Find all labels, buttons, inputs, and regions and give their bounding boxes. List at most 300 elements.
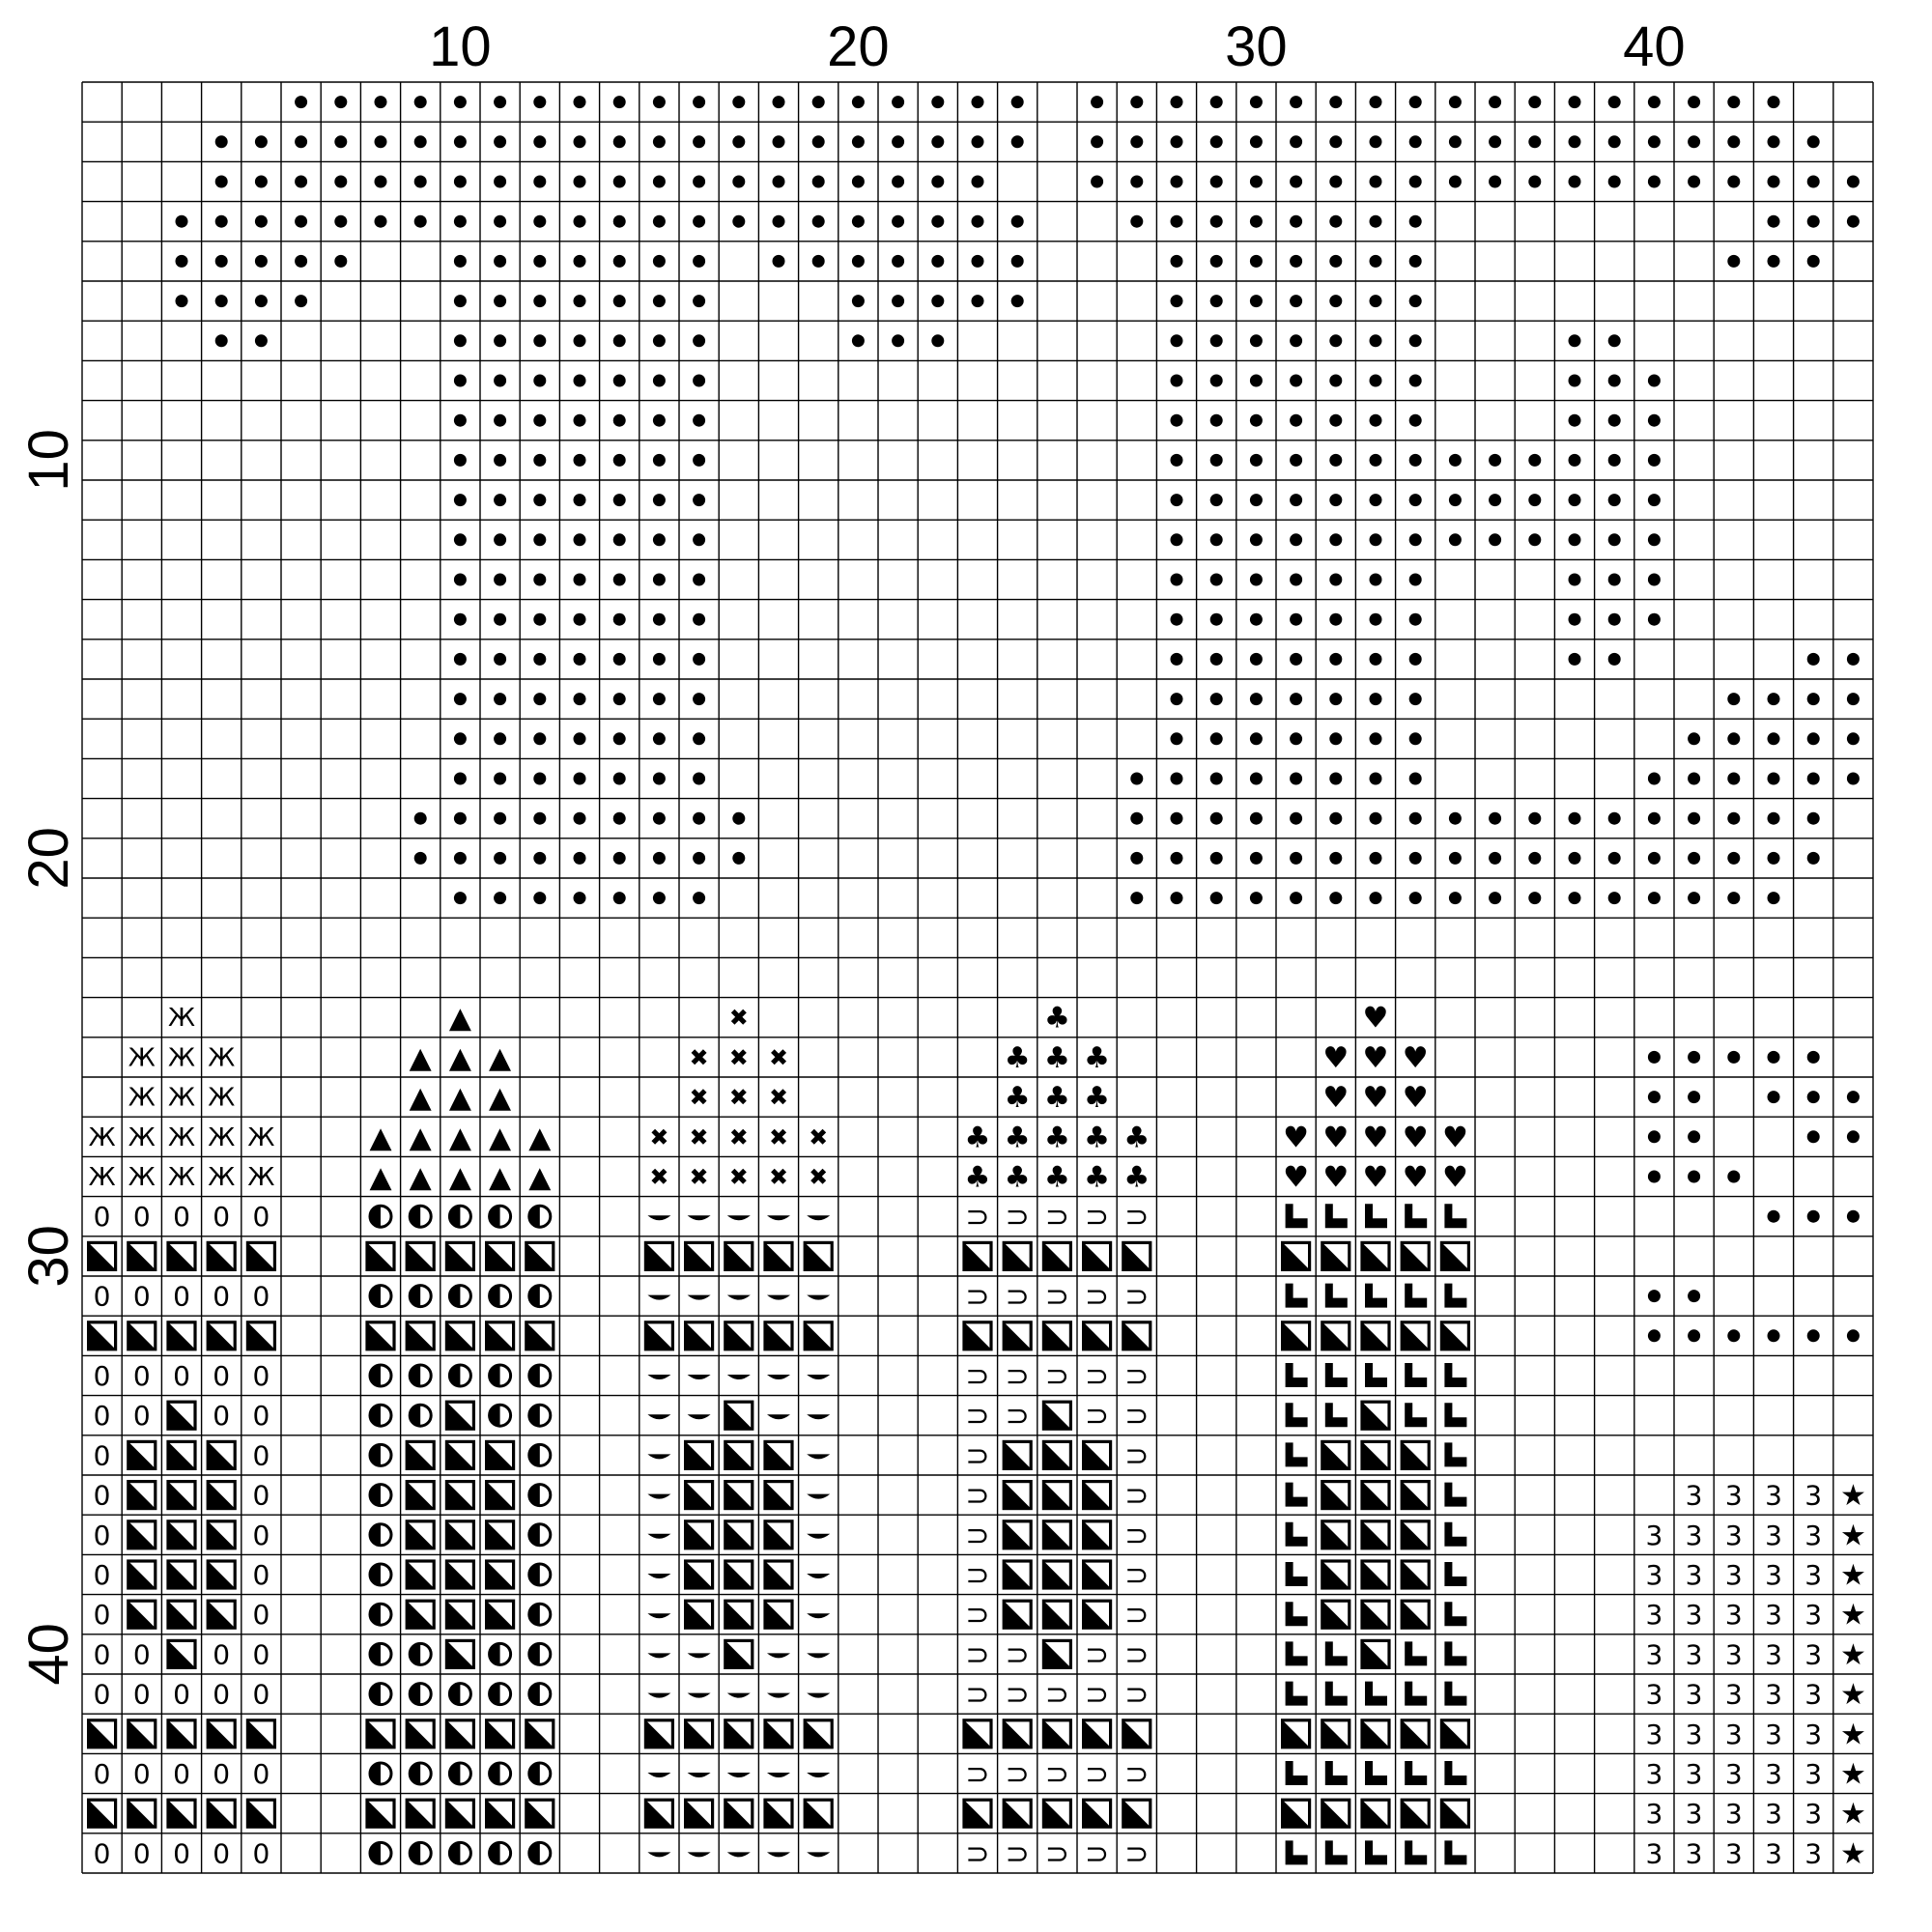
dot-symbol — [1569, 96, 1581, 108]
superset-symbol: ⊃ — [1124, 1359, 1150, 1394]
diagonal-square-symbol — [1362, 1720, 1389, 1747]
diagonal-square-symbol — [686, 1441, 713, 1468]
dot-symbol — [1290, 414, 1302, 427]
star-symbol: ★ — [1839, 1836, 1866, 1871]
three-symbol: 3 — [1645, 1559, 1663, 1591]
caron-symbol — [688, 1693, 711, 1698]
diagonal-square-symbol — [1362, 1402, 1389, 1429]
dot-symbol — [454, 334, 467, 347]
cross-symbol: ✖ — [728, 1123, 749, 1151]
dot-symbol — [773, 215, 785, 228]
dot-symbol — [1210, 653, 1223, 666]
diagonal-square-symbol — [407, 1521, 434, 1548]
dot-symbol — [931, 135, 944, 148]
diagonal-square-symbol — [1043, 1402, 1070, 1429]
dot-symbol — [334, 176, 347, 188]
zero-symbol: 0 — [252, 1201, 270, 1234]
dot-symbol — [931, 295, 944, 307]
club-symbol: ♣ — [1084, 1040, 1111, 1075]
caron-symbol — [807, 1693, 830, 1698]
dot-symbol — [1409, 414, 1422, 427]
superset-symbol: ⊃ — [965, 1558, 990, 1593]
half-circle-symbol — [449, 1206, 470, 1227]
dot-symbol — [1528, 135, 1541, 148]
superset-symbol: ⊃ — [1044, 1200, 1069, 1235]
dot-symbol — [255, 255, 268, 268]
dot-symbol — [1091, 96, 1103, 108]
diagonal-square-symbol — [128, 1322, 156, 1350]
diagonal-square-symbol — [1043, 1521, 1070, 1548]
l-block-symbol — [1286, 1602, 1308, 1626]
dot-symbol — [1608, 96, 1621, 108]
dot-symbol — [1569, 454, 1581, 467]
dot-symbol — [1329, 693, 1342, 705]
diagonal-square-symbol — [686, 1521, 713, 1548]
half-circle-symbol — [370, 1206, 391, 1227]
dot-symbol — [1171, 852, 1183, 865]
dot-symbol — [1688, 96, 1700, 108]
superset-symbol: ⊃ — [1085, 1678, 1110, 1713]
zero-symbol: 0 — [132, 1201, 151, 1234]
superset-symbol: ⊃ — [1124, 1757, 1150, 1792]
dot-symbol — [1569, 334, 1581, 347]
superset-symbol: ⊃ — [1124, 1519, 1150, 1553]
diagonal-square-symbol — [446, 1242, 473, 1269]
diagonal-square-symbol — [686, 1800, 713, 1827]
zero-symbol: 0 — [252, 1599, 270, 1632]
dot-symbol — [653, 255, 666, 268]
dot-symbol — [1648, 1091, 1661, 1103]
dot-symbol — [613, 176, 626, 188]
caron-symbol — [767, 1414, 790, 1419]
half-circle-symbol — [529, 1604, 551, 1625]
dot-symbol — [1370, 732, 1382, 745]
dot-symbol — [215, 176, 228, 188]
dot-symbol — [852, 255, 865, 268]
zero-symbol: 0 — [252, 1479, 270, 1512]
dot-symbol — [852, 295, 865, 307]
dot-symbol — [1807, 852, 1820, 865]
half-circle-symbol — [490, 1286, 511, 1307]
dot-symbol — [1528, 892, 1541, 904]
heart-symbol: ♥ — [1322, 1160, 1350, 1195]
dot-symbol — [693, 653, 705, 666]
diagonal-square-symbol — [128, 1800, 156, 1827]
l-block-symbol — [1405, 1403, 1427, 1427]
dot-symbol — [1210, 693, 1223, 705]
diagonal-square-symbol — [1441, 1800, 1468, 1827]
zero-symbol: 0 — [213, 1758, 231, 1790]
zero-symbol: 0 — [93, 1559, 111, 1591]
l-block-symbol — [1325, 1204, 1348, 1228]
dot-symbol — [454, 215, 467, 228]
caron-symbol — [767, 1295, 790, 1300]
dot-symbol — [574, 96, 586, 108]
diagonal-square-symbol — [725, 1242, 753, 1269]
dot-symbol — [653, 574, 666, 586]
diagonal-square-symbol — [1362, 1561, 1389, 1588]
caron-symbol — [767, 1693, 790, 1698]
caron-symbol — [647, 1454, 670, 1459]
dot-symbol — [1847, 1329, 1860, 1342]
diagonal-square-symbol — [1123, 1800, 1151, 1827]
dot-symbol — [1409, 375, 1422, 387]
diagonal-square-symbol — [805, 1800, 832, 1827]
dot-symbol — [1449, 533, 1462, 546]
superset-symbol: ⊃ — [1124, 1438, 1150, 1473]
dot-symbol — [1727, 1329, 1740, 1342]
dot-symbol — [1409, 693, 1422, 705]
diagonal-square-symbol — [407, 1601, 434, 1628]
dot-symbol — [574, 414, 586, 427]
dot-symbol — [613, 494, 626, 506]
dot-symbol — [653, 852, 666, 865]
dot-symbol — [1688, 176, 1700, 188]
dot-symbol — [892, 334, 904, 347]
dot-symbol — [693, 533, 705, 546]
l-block-symbol — [1365, 1204, 1387, 1228]
dot-symbol — [852, 135, 865, 148]
diagonal-square-symbol — [208, 1441, 235, 1468]
diagonal-square-symbol — [168, 1521, 195, 1548]
dot-symbol — [1171, 375, 1183, 387]
l-block-symbol — [1405, 1641, 1427, 1665]
triangle-symbol: ▲ — [448, 1121, 471, 1155]
half-circle-symbol — [490, 1206, 511, 1227]
dot-symbol — [1329, 812, 1342, 825]
dot-symbol — [1847, 732, 1860, 745]
dot-symbol — [1807, 255, 1820, 268]
caron-symbol — [647, 1613, 670, 1618]
half-circle-symbol — [449, 1286, 470, 1307]
three-symbol: 3 — [1645, 1678, 1663, 1711]
dot-symbol — [334, 215, 347, 228]
diagonal-square-symbol — [686, 1242, 713, 1269]
diagonal-square-symbol — [407, 1482, 434, 1509]
dot-symbol — [1409, 96, 1422, 108]
dot-symbol — [1768, 135, 1780, 148]
dot-symbol — [414, 135, 427, 148]
dot-symbol — [613, 693, 626, 705]
dot-symbol — [334, 135, 347, 148]
triangle-symbol: ▲ — [409, 1160, 432, 1195]
diagonal-square-symbol — [645, 1322, 672, 1350]
diagonal-square-symbol — [1043, 1482, 1070, 1509]
club-symbol: ♣ — [1004, 1081, 1031, 1116]
diagonal-square-symbol — [1004, 1242, 1031, 1269]
dot-symbol — [812, 135, 825, 148]
diagonal-square-symbol — [168, 1402, 195, 1429]
club-symbol: ♣ — [1043, 1081, 1070, 1116]
dot-symbol — [1290, 653, 1302, 666]
dot-symbol — [533, 812, 546, 825]
half-circle-symbol — [410, 1842, 431, 1863]
three-symbol: 3 — [1804, 1758, 1823, 1790]
caron-symbol — [647, 1852, 670, 1857]
club-symbol: ♣ — [1043, 1001, 1070, 1036]
dot-symbol — [574, 732, 586, 745]
zero-symbol: 0 — [132, 1400, 151, 1433]
dot-symbol — [1648, 1290, 1661, 1302]
dot-symbol — [1210, 574, 1223, 586]
zhe-symbol: Ж — [208, 1163, 236, 1192]
diagonal-square-symbol — [964, 1242, 991, 1269]
dot-symbol — [255, 135, 268, 148]
dot-symbol — [414, 96, 427, 108]
dot-symbol — [1409, 732, 1422, 745]
superset-symbol: ⊃ — [1044, 1836, 1069, 1871]
dot-symbol — [693, 693, 705, 705]
column-number-label: 10 — [429, 15, 492, 78]
dot-symbol — [1528, 176, 1541, 188]
dot-symbol — [653, 414, 666, 427]
l-block-symbol — [1405, 1682, 1427, 1706]
dot-symbol — [693, 494, 705, 506]
zero-symbol: 0 — [252, 1400, 270, 1433]
dot-symbol — [1847, 773, 1860, 785]
l-block-symbol — [1405, 1204, 1427, 1228]
diagonal-square-symbol — [1084, 1322, 1111, 1350]
heart-symbol: ♥ — [1283, 1121, 1310, 1155]
diagonal-square-symbol — [1004, 1800, 1031, 1827]
diagonal-square-symbol — [1402, 1242, 1429, 1269]
dot-symbol — [1727, 1051, 1740, 1064]
diagonal-square-symbol — [1084, 1601, 1111, 1628]
diagonal-square-symbol — [725, 1601, 753, 1628]
dot-symbol — [1648, 533, 1661, 546]
diagonal-square-symbol — [168, 1441, 195, 1468]
diagonal-square-symbol — [128, 1720, 156, 1747]
dot-symbol — [454, 812, 467, 825]
half-circle-symbol — [490, 1763, 511, 1784]
dot-symbol — [1290, 533, 1302, 546]
diagonal-square-symbol — [487, 1322, 514, 1350]
dot-symbol — [1329, 414, 1342, 427]
superset-symbol: ⊃ — [1005, 1678, 1030, 1713]
diagonal-square-symbol — [168, 1482, 195, 1509]
dot-symbol — [1409, 135, 1422, 148]
diagonal-square-symbol — [208, 1242, 235, 1269]
dot-symbol — [1290, 732, 1302, 745]
dot-symbol — [1648, 1171, 1661, 1183]
half-circle-symbol — [370, 1564, 391, 1585]
dot-symbol — [1329, 613, 1342, 626]
dot-symbol — [1807, 1051, 1820, 1064]
dot-symbol — [653, 732, 666, 745]
column-number-label: 40 — [1623, 15, 1686, 78]
dot-symbol — [494, 773, 506, 785]
diagonal-square-symbol — [128, 1242, 156, 1269]
dot-symbol — [1449, 892, 1462, 904]
l-block-symbol — [1444, 1761, 1466, 1785]
dot-symbol — [1648, 892, 1661, 904]
diagonal-square-symbol — [1043, 1601, 1070, 1628]
three-symbol: 3 — [1765, 1638, 1782, 1671]
dot-symbol — [693, 96, 705, 108]
diagonal-square-symbol — [446, 1561, 473, 1588]
three-symbol: 3 — [1685, 1758, 1703, 1790]
l-block-symbol — [1325, 1363, 1348, 1387]
dot-symbol — [1528, 96, 1541, 108]
diagonal-square-symbol — [487, 1800, 514, 1827]
heart-symbol: ♥ — [1441, 1160, 1468, 1195]
triangle-symbol: ▲ — [528, 1160, 552, 1195]
three-symbol: 3 — [1804, 1599, 1823, 1632]
caron-symbol — [688, 1653, 711, 1658]
zero-symbol: 0 — [93, 1479, 111, 1512]
cross-symbol: ✖ — [689, 1043, 709, 1071]
dot-symbol — [693, 334, 705, 347]
zero-symbol: 0 — [93, 1519, 111, 1551]
dot-symbol — [1210, 176, 1223, 188]
dot-symbol — [852, 215, 865, 228]
dot-symbol — [574, 255, 586, 268]
dot-symbol — [533, 892, 546, 904]
dot-symbol — [1329, 295, 1342, 307]
dot-symbol — [1727, 773, 1740, 785]
l-block-symbol — [1365, 1840, 1387, 1864]
dot-symbol — [1688, 732, 1700, 745]
half-circle-symbol — [529, 1485, 551, 1506]
dot-symbol — [1489, 494, 1501, 506]
half-circle-symbol — [370, 1485, 391, 1506]
caron-symbol — [647, 1773, 670, 1777]
dot-symbol — [693, 732, 705, 745]
three-symbol: 3 — [1804, 1798, 1823, 1831]
diagonal-square-symbol — [1322, 1521, 1350, 1548]
dot-symbol — [1648, 454, 1661, 467]
superset-symbol: ⊃ — [1085, 1637, 1110, 1672]
row-number-label: 40 — [17, 1623, 80, 1686]
l-block-symbol — [1286, 1522, 1308, 1547]
dot-symbol — [494, 295, 506, 307]
dot-symbol — [1807, 812, 1820, 825]
dot-symbol — [972, 255, 984, 268]
l-block-symbol — [1286, 1641, 1308, 1665]
zero-symbol: 0 — [132, 1758, 151, 1790]
dot-symbol — [1210, 852, 1223, 865]
dot-symbol — [1250, 533, 1263, 546]
dot-symbol — [1210, 334, 1223, 347]
dot-symbol — [1011, 295, 1024, 307]
diagonal-square-symbol — [1362, 1441, 1389, 1468]
dot-symbol — [1648, 812, 1661, 825]
caron-symbol — [688, 1375, 711, 1379]
zero-symbol: 0 — [93, 1837, 111, 1870]
dot-symbol — [1569, 375, 1581, 387]
diagonal-square-symbol — [446, 1402, 473, 1429]
l-block-symbol — [1286, 1363, 1308, 1387]
dot-symbol — [613, 135, 626, 148]
diagonal-square-symbol — [446, 1521, 473, 1548]
star-symbol: ★ — [1839, 1757, 1866, 1792]
dot-symbol — [1210, 255, 1223, 268]
dot-symbol — [494, 375, 506, 387]
dot-symbol — [1847, 176, 1860, 188]
dot-symbol — [1210, 96, 1223, 108]
diagonal-square-symbol — [168, 1640, 195, 1667]
dot-symbol — [454, 96, 467, 108]
dot-symbol — [1290, 176, 1302, 188]
dot-symbol — [1329, 375, 1342, 387]
diagonal-square-symbol — [446, 1640, 473, 1667]
dot-symbol — [1130, 852, 1143, 865]
cross-symbol: ✖ — [689, 1084, 709, 1112]
dot-symbol — [693, 414, 705, 427]
diagonal-square-symbol — [725, 1482, 753, 1509]
zhe-symbol: Ж — [88, 1122, 116, 1152]
dot-symbol — [1768, 215, 1780, 228]
dot-symbol — [295, 215, 307, 228]
half-circle-symbol — [490, 1365, 511, 1386]
dot-symbol — [1171, 533, 1183, 546]
dot-symbol — [494, 852, 506, 865]
diagonal-square-symbol — [526, 1800, 554, 1827]
dot-symbol — [1768, 732, 1780, 745]
diagonal-square-symbol — [208, 1800, 235, 1827]
dot-symbol — [1569, 852, 1581, 865]
dot-symbol — [454, 494, 467, 506]
zhe-symbol: Ж — [128, 1122, 156, 1152]
dot-symbol — [972, 215, 984, 228]
caron-symbol — [727, 1295, 751, 1300]
superset-symbol: ⊃ — [965, 1757, 990, 1792]
zero-symbol: 0 — [252, 1638, 270, 1671]
heart-symbol: ♥ — [1322, 1081, 1350, 1116]
half-circle-symbol — [529, 1444, 551, 1465]
three-symbol: 3 — [1685, 1599, 1703, 1632]
superset-symbol: ⊃ — [965, 1359, 990, 1394]
dot-symbol — [454, 414, 467, 427]
half-circle-symbol — [370, 1444, 391, 1465]
three-symbol: 3 — [1685, 1718, 1703, 1750]
dot-symbol — [1171, 574, 1183, 586]
l-block-symbol — [1444, 1682, 1466, 1706]
diagonal-square-symbol — [1362, 1242, 1389, 1269]
dot-symbol — [1768, 255, 1780, 268]
dot-symbol — [1210, 613, 1223, 626]
superset-symbol: ⊃ — [1005, 1399, 1030, 1434]
dot-symbol — [613, 96, 626, 108]
diagonal-square-symbol — [686, 1561, 713, 1588]
zhe-symbol: Ж — [167, 1004, 196, 1034]
diagonal-square-symbol — [1004, 1561, 1031, 1588]
three-symbol: 3 — [1765, 1718, 1782, 1750]
diagonal-square-symbol — [1084, 1720, 1111, 1747]
three-symbol: 3 — [1765, 1519, 1782, 1551]
heart-symbol: ♥ — [1322, 1121, 1350, 1155]
dot-symbol — [1250, 255, 1263, 268]
diagonal-square-symbol — [765, 1720, 792, 1747]
half-circle-symbol — [490, 1842, 511, 1863]
dot-symbol — [1329, 653, 1342, 666]
dot-symbol — [613, 613, 626, 626]
dot-symbol — [574, 812, 586, 825]
column-number-label: 20 — [827, 15, 890, 78]
caron-symbol — [727, 1215, 751, 1220]
l-block-symbol — [1286, 1840, 1308, 1864]
diagonal-square-symbol — [765, 1482, 792, 1509]
dot-symbol — [1449, 812, 1462, 825]
dot-symbol — [1449, 494, 1462, 506]
dot-symbol — [533, 494, 546, 506]
half-circle-symbol — [410, 1405, 431, 1426]
diagonal-square-symbol — [89, 1720, 116, 1747]
dot-symbol — [1210, 215, 1223, 228]
dot-symbol — [1329, 773, 1342, 785]
dot-symbol — [494, 135, 506, 148]
half-circle-symbol — [410, 1365, 431, 1386]
